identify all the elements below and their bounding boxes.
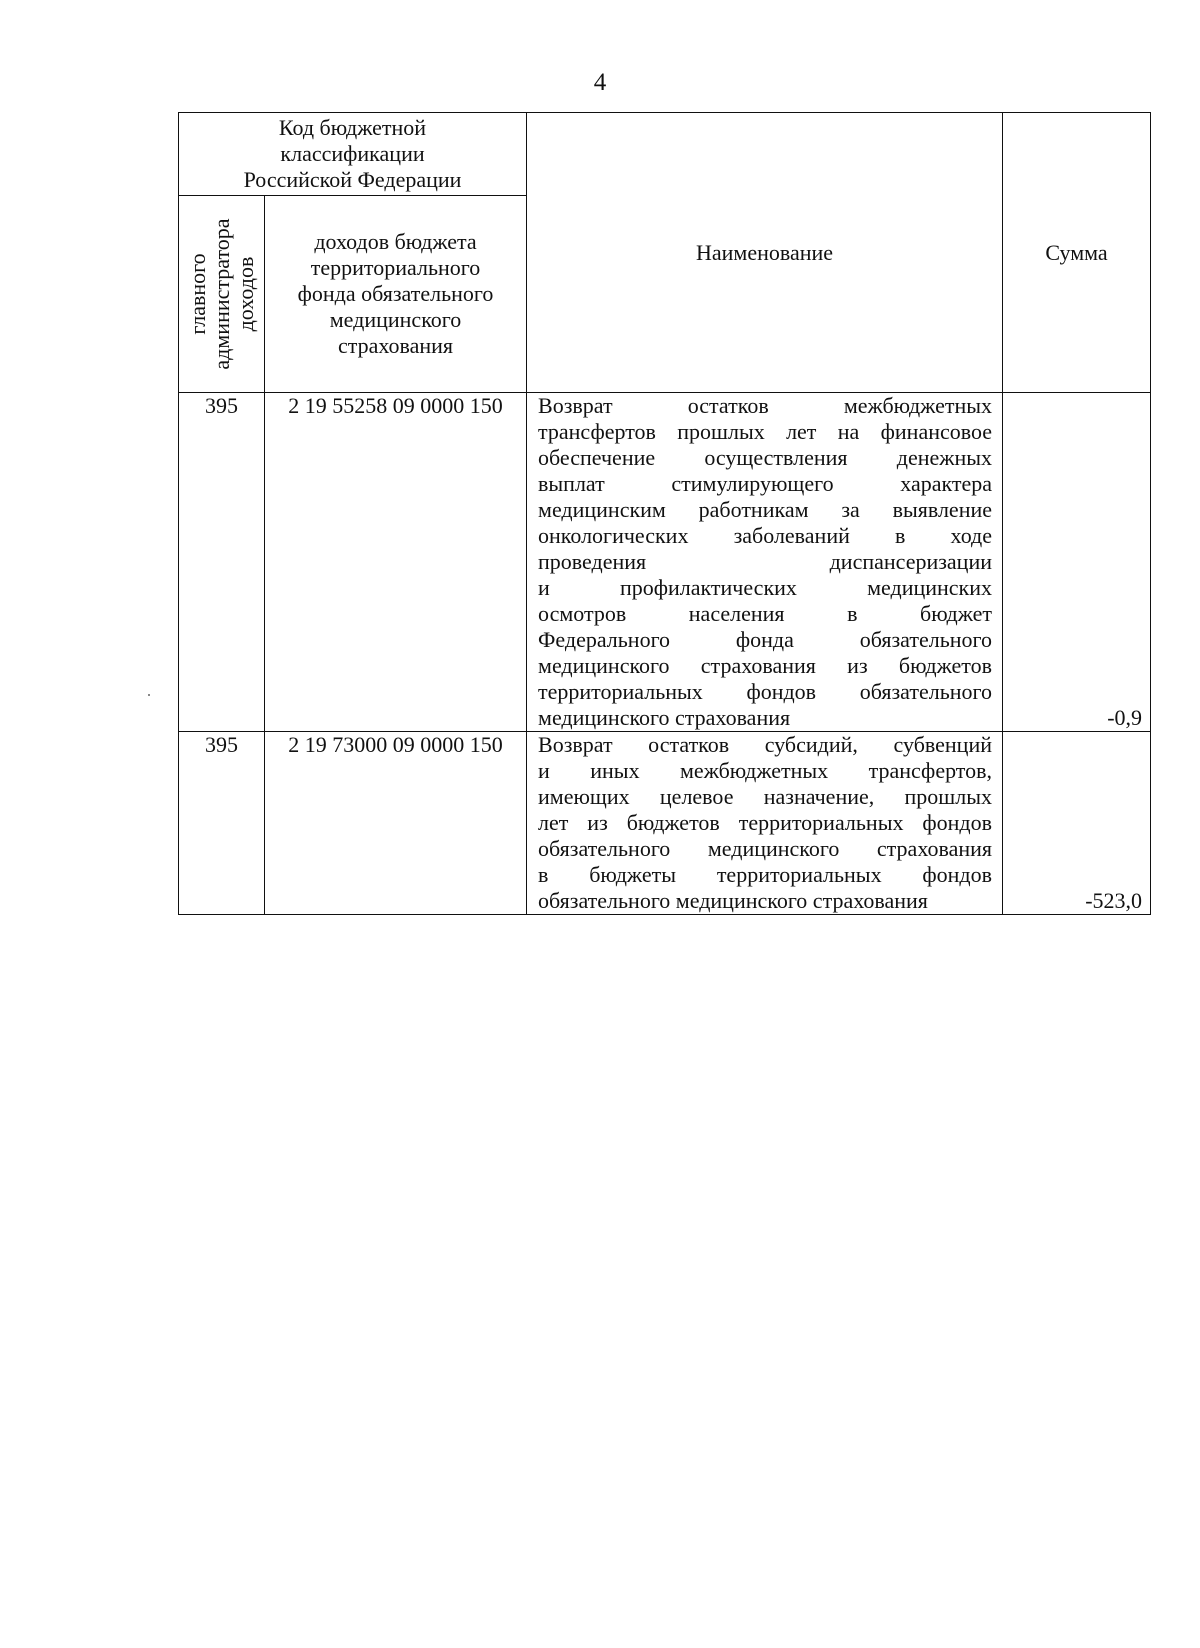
row-name-line: Возврат остатков субсидий, субвенций: [538, 732, 993, 757]
header-group-line: Код бюджетной: [278, 115, 427, 140]
row-name-line: медицинского страхования из бюджетов: [538, 653, 993, 678]
row-name-line: онкологических заболеваний в ходе: [538, 523, 993, 548]
header-group-line: Российской Федерации: [243, 167, 462, 192]
header-income-line: территориального: [310, 255, 481, 280]
row-name: [527, 393, 1003, 732]
header-admin-line: администратора: [208, 218, 234, 370]
row-name-line: обязательного медицинского страхования: [538, 888, 928, 913]
row-sum: -0,9: [1003, 393, 1151, 732]
header-budget-code-group: [179, 113, 527, 196]
header-income-line: страхования: [337, 333, 454, 358]
row-name-line: лет из бюджетов территориальных фондов: [538, 810, 993, 835]
row-admin-code: 395: [179, 732, 265, 915]
row-name-line: обязательного медицинского страхования: [538, 836, 993, 861]
row-name-line: и иных межбюджетных трансфертов,: [538, 758, 993, 783]
header-name: Наименование: [527, 113, 1003, 393]
header-income-line: фонда обязательного: [297, 281, 494, 306]
page-number: 4: [593, 69, 607, 96]
row-name-line: проведения диспансеризации: [538, 549, 993, 574]
row-name-line: и профилактических медицинских: [538, 575, 993, 600]
budget-classification-table: [178, 112, 1151, 915]
row-name-line: обеспечение осуществления денежных: [538, 445, 993, 470]
row-name-line: территориальных фондов обязательного: [538, 679, 993, 704]
header-main-administrator: [179, 196, 265, 393]
row-name-line: выплат стимулирующего характера: [538, 471, 993, 496]
row-income-code: 2 19 73000 09 0000 150: [265, 732, 527, 915]
row-admin-code: 395: [179, 393, 265, 732]
table-header-row-1: [179, 113, 1151, 196]
row-name-line: Федерального фонда обязательного: [538, 627, 993, 652]
row-name-line: медицинского страхования: [538, 705, 791, 730]
row-name-line: имеющих целевое назначение, прошлых: [538, 784, 993, 809]
header-sum: Сумма: [1003, 113, 1151, 393]
row-name-line: медицинским работникам за выявление: [538, 497, 993, 522]
row-name-line: трансфертов прошлых лет на финансовое: [538, 419, 993, 444]
header-admin-line: доходов: [232, 256, 258, 332]
row-name-line: Возврат остатков межбюджетных: [538, 393, 993, 418]
row-name-line: в бюджеты территориальных фондов: [538, 862, 993, 887]
row-name-line: осмотров населения в бюджет: [538, 601, 993, 626]
header-admin-line: главного: [184, 253, 210, 335]
scan-speck: [148, 694, 150, 696]
row-income-code: 2 19 55258 09 0000 150: [265, 393, 527, 732]
table-row: [179, 393, 1151, 732]
row-sum: -523,0: [1003, 732, 1151, 915]
header-fund-income: [265, 196, 527, 393]
header-group-line: классификации: [280, 141, 425, 166]
table-row: [179, 732, 1151, 915]
row-name: [527, 732, 1003, 915]
header-income-line: медицинского: [329, 307, 462, 332]
header-income-line: доходов бюджета: [314, 229, 477, 254]
